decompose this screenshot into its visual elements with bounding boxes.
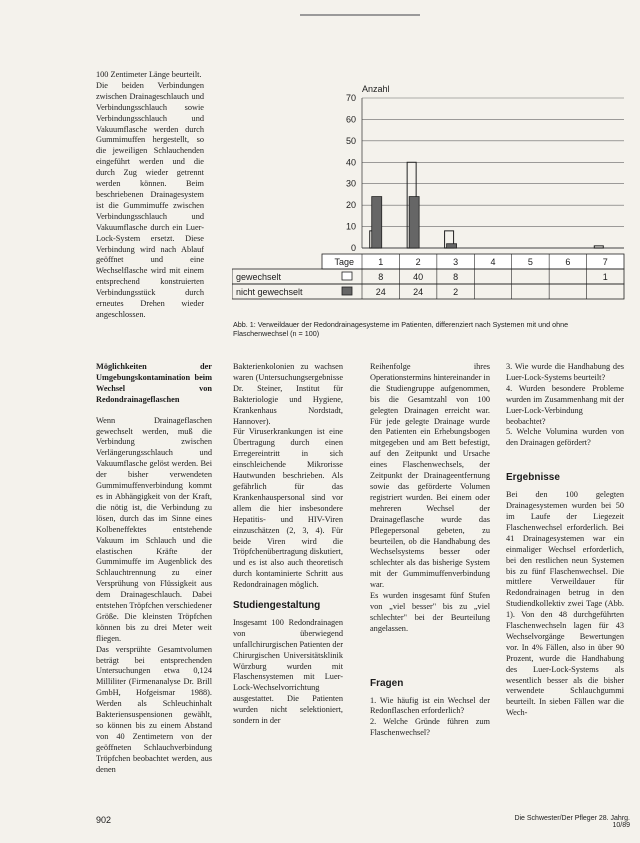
bar-nicht-gewechselt: [409, 197, 419, 248]
y-tick-labels: [346, 93, 356, 253]
table-cell: 2: [453, 287, 459, 297]
x-tick-label: 1: [378, 257, 384, 267]
paragraph: Wenn Drainageflaschen gewechselt werden, muß die Verbindung zwischen Verlängerungsschlauch und Vakuumflasche gelöst werden. Bei der bisher verwendeten Gummimuffenverbindung kommt es in Abhängigkeit von der Kraft, die nötig ist, die Verbindung zu lösen, durch das im Sinne eines Kolbeneffektes entstehende Vakuum im Schlauch und die elastischen Kräfte der Gummimuffe im Augenblick des Schlauchtrennung zu einer Versprühung von Flüssigkeit aus dem Drainageschlauch. Dabei entstehen Tröpfchen verschiedener Größe. Die kleinsten Tröpfchen können bis zu drei Meter weit fliegen.: [96, 415, 212, 643]
legend-swatch: [342, 287, 352, 295]
x-tick-label: 6: [565, 257, 571, 267]
y-tick-label: 30: [345, 178, 356, 189]
figure-caption: Abb. 1: Verweildauer der Redondrainagesysteme im Patienten, differenziert nach Systemen mit und ohne Flaschenwechsel (n = 100): [233, 320, 569, 338]
y-axis-label: Anzahl: [362, 84, 390, 94]
list-item: 4. Wurden besondere Probleme wurden im Zusammenhang mit der Luer-Lock-Verbindung beobachtet?: [506, 383, 624, 426]
list-item: 3. Wie wurde die Handhabung des Luer-Lock-Systems beurteilt?: [506, 362, 624, 382]
text-column-2: [96, 362, 212, 776]
table-cell: 8: [378, 272, 384, 282]
legend-swatch: [342, 272, 352, 280]
bar-chart: [232, 84, 627, 316]
x-tick-label: 4: [490, 257, 496, 267]
list-item: 1. Wie häufig ist ein Wechsel der Redonflaschen erforderlich?: [370, 695, 490, 716]
page-number: 902: [96, 815, 112, 825]
running-footer: Die Schwester/Der Pfleger 28. Jahrg. 10/89: [514, 815, 630, 829]
text-column-3: [233, 362, 343, 727]
section-heading: Möglichkeiten der Umgebungskontamination beim Wechsel von Redondrainageflaschen: [96, 362, 212, 404]
table-cell: 24: [375, 287, 386, 297]
paragraph: 100 Zentimeter Länge beurteilt.: [96, 70, 202, 79]
list-item: 5. Welche Volumina wurden von den Drainagen gefördert?: [506, 427, 624, 448]
text-column-1: [96, 70, 204, 321]
list-item: 2. Welche Gründe führen zum Flaschenwechsel?: [370, 717, 490, 738]
paragraph: Es wurden insgesamt fünf Stufen von „viel besser" bis zu „viel schlechter" bei der Beurteilung angelassen.: [370, 591, 490, 633]
table-header-row: [322, 254, 624, 269]
table-cell: 8: [453, 272, 459, 282]
paragraph: Das versprühte Gesamtvolumen beträgt bei entsprechenden Untersuchungen etwa 0,124 Milliliter (Firmenanalyse Dr. Brill GmbH, Hofgeismar 1988). Werden als Schleuchinhalt Bakteriensuspensionen gewählt, so können bis zu einem Abstand von 40 Zentimetern von der geöffneten Schlauchverbindung Tröpfchen beobachtet werden, aus denen: [96, 644, 212, 774]
y-tick-label: 60: [345, 114, 356, 125]
table-cell: 24: [413, 287, 424, 297]
paragraph: Reihenfolge ihres Operationstermins hintereinander in die Studiengruppe aufgenommen, bis die Gesamtzahl von 100 gelegten Drainagen erreicht war. Für jede gelegte Drainage wurde den Patienten ein Erhebungsbogen mitgegeben und am Bett befestigt, auf den Zeitpunkt und Ursache eines Flaschenwechsels, der Zeitpunkt der Drainageentfernung sowie das geförderte Volumen registriert wurden. Bei einem oder mehreren Wechsel der Drainageflasche wurde das Pflegepersonal gebeten, zu beurteilen, ob die Handhabung des Wechselsystems besser oder schlechter als das bisherige System mit der Gummimuffenverbindung war.: [370, 362, 490, 590]
y-tick-label: 0: [350, 243, 356, 253]
table-row-label: nicht gewechselt: [236, 287, 303, 297]
x-tick-label: 7: [602, 257, 608, 267]
x-tick-label: 2: [415, 257, 421, 267]
section-heading: Ergebnisse: [506, 472, 560, 484]
chart-grid: [362, 98, 624, 248]
bar-nicht-gewechselt: [372, 197, 382, 248]
data-table: [232, 254, 624, 299]
text-column-4: [370, 362, 490, 739]
text-column-5: [506, 362, 624, 719]
header-rule: [300, 14, 420, 16]
table-row: [232, 269, 624, 284]
section-heading: Studiengestaltung: [233, 600, 321, 612]
paragraph: Die beiden Verbindungen zwischen Drainageschlauch und Verbindungsschlauch sowie Verbindungsschlauch und Vakuumflasche werden durch Gummimuffen hergestellt, so die jeweiligen Schlauchenden eingeführt werden und die durch Zug wieder getrennt werden können. Beim beschriebenen Drainagesystem ist die Gummimuffe zwischen Verbindungsschlauch und Vakuumflasche durch ein Luer-Lock-System ersetzt. Diese Verbindung wird nach Ablauf geöffnet und eine Wechselflasche wird mit einem entsprechend konstruierten Verbindungsstück durch erneutes Drehen wieder angeschlossen.: [96, 80, 204, 319]
y-tick-label: 40: [345, 157, 356, 168]
paragraph: Für Viruserkrankungen ist eine Übertragung durch einen Erregereintritt in sich einschleichende Mikrorisse Hautwunden beschrieben. Als gefährlich für das Krankenhauspersonal sind vor allem die hier insbesondere Hepatitis- und HIV-Viren einzuschätzen (2, 3, 4). Für beide Viren wird die Tröpfchenübertragung diskutiert, und es ist also auch theoretisch durch kontaminierte Schritt aus Redondrainagen möglich.: [233, 427, 343, 590]
paragraph: Bakterienkolonien zu wachsen waren (Untersuchungsergebnisse Dr. Steiner, Institut für Bakteriologie und Hygiene, Krankenhaus Nordstadt, Hannover).: [233, 362, 343, 426]
table-cell: 1: [602, 272, 608, 282]
x-axis-label: Tage: [334, 257, 354, 267]
bar-nicht-gewechselt: [447, 244, 457, 248]
x-tick-label: 5: [527, 257, 533, 267]
paragraph: Bei den 100 gelegten Drainagesystemen wurden bei 50 im Laufe der Liegezeit Flaschenwechsel erforderlich. Bei 41 Drainagesystemen war ein einmaliger Wechsel erforderlich, bei den restlichen neun Systemen bis zu fünf Flaschenwechsel. Die mittlere Verweildauer für Redondrainagen betrug in den Studiendkollektiv zwei Tage (Abb. 1). Von den 48 durchgeführten Flaschenwechseln lagen für 43 Wechselvorgänge Bewertungen vor. In 4% Fällen, also in über 90 Prozent, wurde die Handhabung des Luer-Lock-Systems als wesentlich besser als die bisher verwendete Schlauchgummi beurteilt. In sieben Fällen war die Wech-: [506, 490, 624, 718]
section-heading: Fragen: [370, 677, 404, 689]
y-tick-label: 70: [345, 93, 356, 103]
bar-gewechselt: [594, 246, 603, 248]
table-row-label: gewechselt: [236, 272, 282, 282]
y-tick-label: 10: [345, 221, 356, 232]
x-tick-label: 3: [453, 257, 459, 267]
table-cell: 40: [413, 272, 424, 282]
paragraph: Insgesamt 100 Redondrainagen von überwiegend unfallchirurgischen Patienten der Chirurgischen Universitätsklinik Würzburg wurden mit Flaschensystemen mit Luer-Lock-Wechselvorrichtung ausgestattet. Die Patienten wurden nicht selektioniert, sondern in der: [233, 617, 343, 726]
y-tick-label: 50: [345, 135, 356, 146]
y-tick-label: 20: [345, 200, 356, 211]
